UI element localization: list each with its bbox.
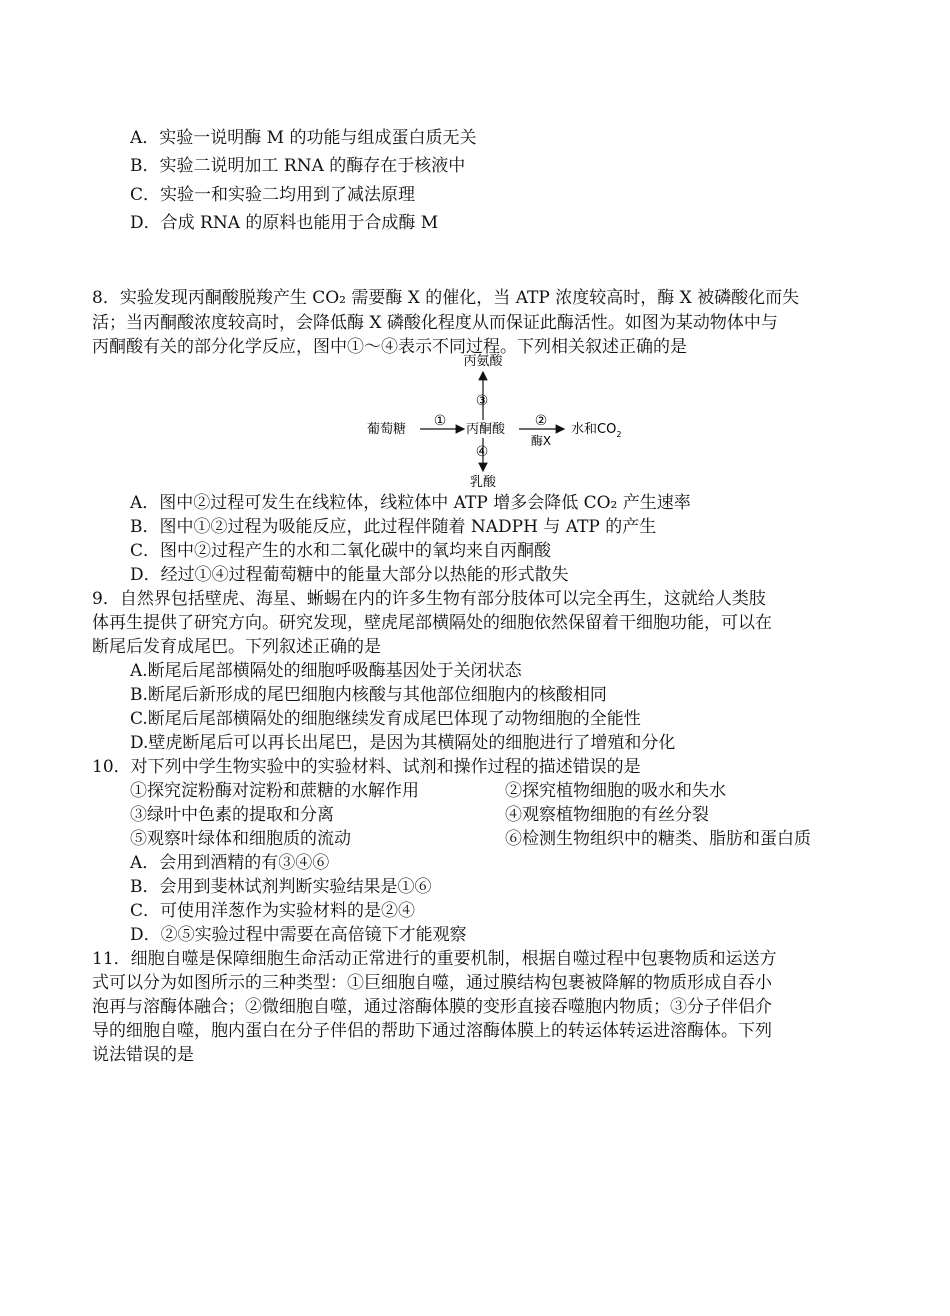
q7-option-d: D．合成 RNA 的原料也能用于合成酶 M (130, 213, 439, 233)
q9-option-b: B.断尾后新形成的尾巴细胞内核酸与其他部位细胞内的核酸相同 (130, 685, 607, 705)
process-1-label: ① (433, 413, 447, 429)
q11-stem-line-4: 导的细胞自噬，胞内蛋白在分子伴侣的帮助下通过溶酶体膜上的转运体转运进溶酶体。下列 (92, 1021, 772, 1041)
diagram-label-pyruvate: 丙酮酸 (466, 422, 506, 437)
q10-stem: 10．对下列中学生物实验中的实验材料、试剂和操作过程的描述错误的是 (92, 757, 641, 777)
q9-option-d: D.壁虎断尾后可以再长出尾巴，是因为其横隔处的细胞进行了增殖和分化 (130, 733, 676, 753)
q7-option-b: B．实验二说明加工 RNA 的酶存在于核液中 (130, 156, 466, 176)
q8-option-b: B．图中①②过程为吸能反应，此过程伴随着 NADPH 与 ATP 的产生 (130, 517, 657, 537)
q8-option-c: C．图中②过程产生的水和二氧化碳中的氧均来自丙酮酸 (130, 541, 552, 561)
q10-item-1: ①探究淀粉酶对淀粉和蔗糖的水解作用 (130, 781, 419, 801)
q9-option-a: A.断尾后尾部横隔处的细胞呼吸酶基因处于关闭状态 (130, 661, 522, 681)
q11-stem-line-3: 泡再与溶酶体融合；②微细胞自噬，通过溶酶体膜的变形直接吞噬胞内物质；③分子伴侣介 (92, 997, 772, 1017)
process-2-label: ② (534, 413, 548, 429)
q8-stem-line-1: 8．实验发现丙酮酸脱羧产生 CO₂ 需要酶 X 的催化，当 ATP 浓度较高时，酶 X 被磷酸化而失 (92, 288, 800, 308)
enzyme-x-label: 酶X (530, 434, 552, 448)
q7-option-a: A．实验一说明酶 M 的功能与组成蛋白质无关 (130, 128, 477, 148)
q9-option-c: C.断尾后尾部横隔处的细胞继续发育成尾巴体现了动物细胞的全能性 (130, 709, 641, 729)
q11-stem-line-5: 说法错误的是 (92, 1045, 194, 1065)
q11-stem-line-1: 11．细胞自噬是保障细胞生命活动正常进行的重要机制，根据自噬过程中包裹物质和运送方 (92, 949, 777, 969)
q10-option-a: A．会用到酒精的有③④⑥ (130, 853, 330, 873)
process-3-label: ③ (475, 393, 489, 409)
q10-item-3: ③绿叶中色素的提取和分离 (130, 805, 334, 825)
q8-option-d: D．经过①④过程葡萄糖中的能量大部分以热能的形式散失 (130, 565, 569, 585)
diagram-label-water-co2: 水和$CO_2$ (571, 422, 622, 439)
q10-option-b: B．会用到斐林试剂判断实验结果是①⑥ (130, 877, 432, 897)
q11-stem-line-2: 式可以分为如图所示的三种类型：①巨细胞自噬，通过膜结构包裹被降解的物质形成自吞小 (92, 973, 772, 993)
q9-stem-line-2: 体再生提供了研究方向。研究发现，壁虎尾部横隔处的细胞依然保留着干细胞功能，可以在 (92, 613, 772, 633)
q10-item-2: ②探究植物细胞的吸水和失水 (505, 781, 726, 801)
q10-item-4: ④观察植物细胞的有丝分裂 (505, 805, 709, 825)
q9-stem-line-3: 断尾后发育成尾巴。下列叙述正确的是 (92, 637, 381, 657)
diagram-label-glucose: 葡萄糖 (367, 422, 407, 437)
q10-option-d: D．②⑤实验过程中需要在高倍镜下才能观察 (130, 925, 467, 945)
q10-item-5: ⑤观察叶绿体和细胞质的流动 (130, 829, 351, 849)
q10-option-c: C．可使用洋葱作为实验材料的是②④ (130, 901, 416, 921)
diagram-label-lactic-acid: 乳酸 (469, 475, 497, 490)
q9-stem-line-1: 9．自然界包括壁虎、海星、蜥蜴在内的许多生物有部分肢体可以完全再生，这就给人类肢 (92, 589, 766, 609)
q8-stem-line-3: 丙酮酸有关的部分化学反应，图中①～④表示不同过程。下列相关叙述正确的是 (92, 337, 687, 357)
q10-item-6: ⑥检测生物组织中的糖类、脂肪和蛋白质 (505, 829, 811, 849)
q8-reaction-diagram (360, 350, 640, 492)
q7-option-c: C．实验一和实验二均用到了减法原理 (130, 185, 416, 205)
process-4-label: ④ (475, 444, 489, 460)
q8-stem-line-2: 活；当丙酮酸浓度较高时，会降低酶 X 磷酸化程度从而保证此酶活性。如图为某动物体中与 (92, 313, 778, 333)
q8-option-a: A．图中②过程可发生在线粒体，线粒体中 ATP 增多会降低 CO₂ 产生速率 (130, 493, 691, 513)
diagram-label-alanine: 丙氨酸 (463, 354, 503, 369)
